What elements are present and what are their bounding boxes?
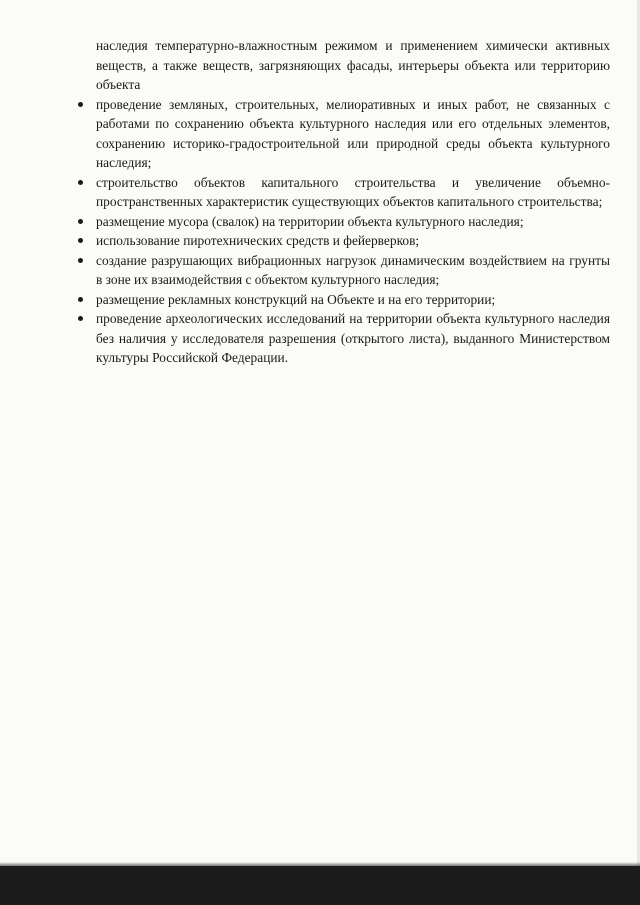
list-item-text: размещение мусора (свалок) на территории объекта культурного наследия; bbox=[96, 213, 524, 229]
scan-bottom-border bbox=[0, 866, 640, 905]
list-item-text: проведение земляных, строительных, мелиоративных и иных работ, не связанных с работами по сохранению объекта культурного наследия или его отдельных элементов, сохранению историко-градостроительной или природной среды объекта культурного наследия; bbox=[96, 96, 610, 170]
list-item-text: использование пиротехнических средств и фейерверков; bbox=[96, 233, 420, 248]
list-item-text: проведение археологических исследований на территории объекта культурного наследия без наличия у исследователя разрешения (открытого листа), выданного Министерством культуры Российской Федерации. bbox=[96, 311, 610, 365]
list-item bbox=[74, 251, 610, 290]
list-item bbox=[74, 309, 610, 368]
bullet-icon bbox=[78, 180, 83, 185]
list-item bbox=[74, 95, 610, 173]
bullet-icon bbox=[78, 238, 83, 243]
list-item bbox=[74, 173, 610, 212]
bullet-icon bbox=[78, 316, 83, 321]
list-item-text: создание разрушающих вибрационных нагрузок динамическим воздействием на грунты в зоне их взаимодействия с объектом культурного наследия; bbox=[96, 252, 610, 287]
restrictions-list bbox=[74, 95, 610, 368]
document-body bbox=[74, 36, 610, 368]
list-item-text: строительство объектов капитального строительства и увеличение объемно-пространственных характеристик существующих объектов капитального строительства; bbox=[96, 174, 610, 209]
bullet-icon bbox=[78, 297, 83, 302]
bullet-icon bbox=[78, 219, 83, 224]
continuation-paragraph: наследия температурно-влажностным режимом и применением химически активных веществ, а также веществ, загрязняющих фасады, интерьеры объекта или территорию объекта bbox=[96, 38, 610, 92]
list-item-text: размещение рекламных конструкций на Объекте и на его территории; bbox=[96, 291, 496, 307]
bullet-icon bbox=[78, 258, 83, 263]
list-item bbox=[74, 290, 610, 310]
bullet-icon bbox=[78, 102, 83, 107]
list-item bbox=[74, 212, 610, 232]
list-item bbox=[74, 231, 610, 251]
